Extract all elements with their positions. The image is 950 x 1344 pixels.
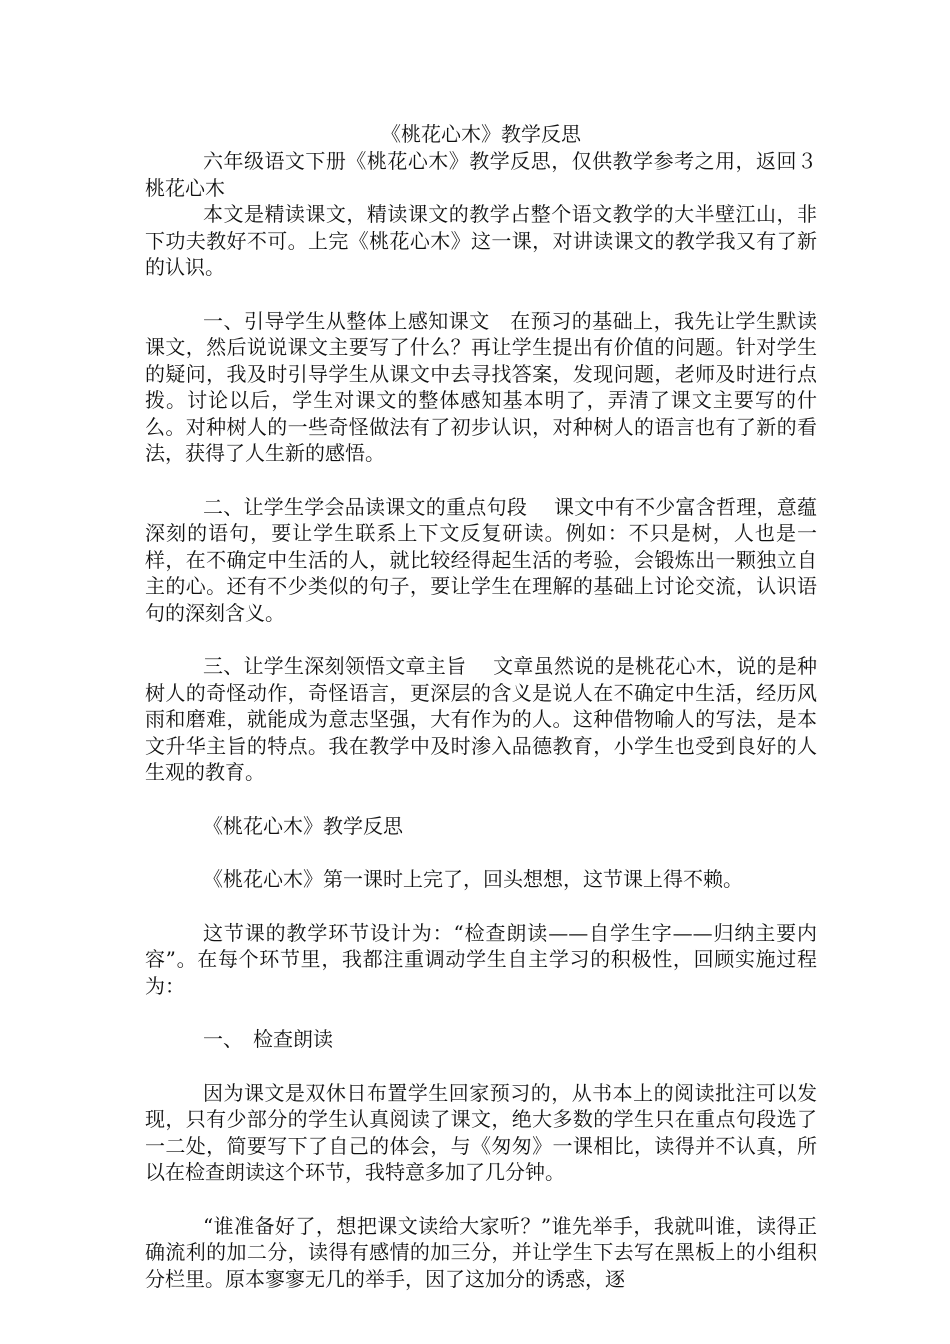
paragraph-gap — [145, 839, 817, 866]
section-two-paragraph: 二、让学生学会品读课文的重点句段 课文中有不少富含哲理，意蕴深刻的语句，要让学生联系上下文反复研读。例如：不只是树，人也是一样，在不确定中生活的人，就比较经得起生活的考验，会锻炼出一颗独立自主的心。还有不少类似的句子，要让学生在理解的基础上讨论交流，认识语句的深刻含义。 — [145, 494, 817, 625]
paragraph-gap — [145, 1186, 817, 1213]
body-paragraph: 本文是精读课文，精读课文的教学占整个语文教学的大半壁江山，非下功夫教好不可。上完《桃花心木》这一课，对讲读课文的教学我又有了新的认识。 — [145, 202, 817, 279]
paragraph-gap — [145, 999, 817, 1026]
paragraph-gap — [145, 786, 817, 813]
body-paragraph: “谁准备好了，想把课文读给大家听？”谁先举手，我就叫谁，读得正确流利的加二分，读得有感情的加三分，并让学生下去写在黑板上的小组积分栏里。原本寥寥无几的举手，因了这加分的诱惑，逐 — [145, 1213, 817, 1291]
section-one-paragraph: 一、引导学生从整体上感知课文 在预习的基础上，我先让学生默读课文，然后说说课文主要写了什么？再让学生提出有价值的问题。针对学生的疑问，我及时引导学生从课文中去寻找答案，发现问题，老师及时进行点拨。讨论以后，学生对课文的整体感知基本明了，弄清了课文主要写的什么。对种树人的一些奇怪做法有了初步认识，对种树人的语言也有了新的看法，获得了人生新的感悟。 — [145, 308, 817, 465]
paragraph-gap — [145, 626, 817, 653]
second-title: 《桃花心木》教学反思 — [203, 813, 403, 838]
paragraph-gap — [145, 467, 817, 494]
body-paragraph: 《桃花心木》第一课时上完了，回头想想，这节课上得不赖。 — [203, 867, 743, 891]
section-three-paragraph: 三、让学生深刻领悟文章主旨 文章虽然说的是桃花心木，说的是种树人的奇怪动作，奇怪语言，更深层的含义是说人在不确定中生活，经历风雨和磨难，就能成为意志坚强，大有作为的人。这种借物喻人的写法，是本文升华主旨的特点。我在教学中及时渗入品德教育，小学生也受到良好的人生观的教育。 — [145, 654, 817, 784]
document-page — [145, 121, 817, 1292]
paragraph-gap — [145, 893, 817, 920]
paragraph-gap — [145, 1053, 817, 1080]
body-paragraph: 因为课文是双休日布置学生回家预习的，从书本上的阅读批注可以发现，只有少部分的学生认真阅读了课文，绝大多数的学生只在重点句段选了一二处，简要写下了自己的体会，与《匆匆》一课相比，读得并不认真，所以在检查朗读这个环节，我特意多加了几分钟。 — [145, 1080, 817, 1184]
body-paragraph: 这节课的教学环节设计为：“检查朗读——自学生字——归纳主要内容”。在每个环节里，我都注重调动学生自主学习的积极性，回顾实施过程为： — [145, 920, 817, 998]
intro-paragraph: 六年级语文下册《桃花心木》教学反思，仅供教学参考之用，返回３桃花心木 — [145, 149, 817, 200]
document-title: 《桃花心木》教学反思 — [381, 122, 581, 146]
subheading: 一、 检查朗读 — [203, 1027, 333, 1051]
paragraph-gap — [145, 281, 817, 308]
